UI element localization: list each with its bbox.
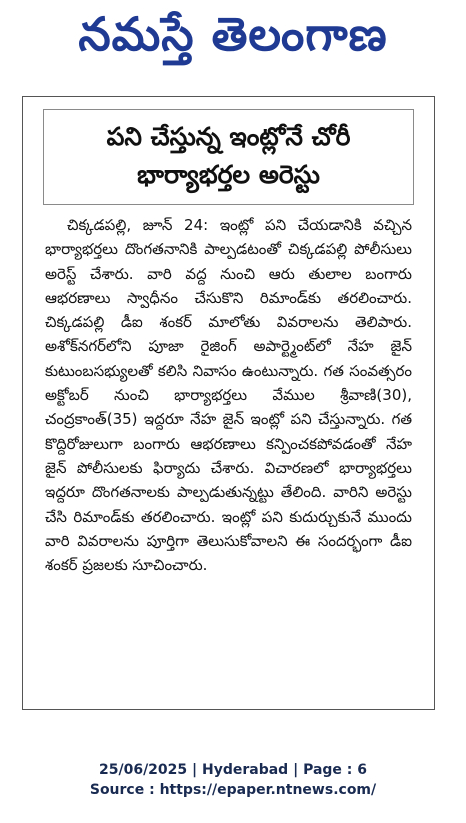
source-footer: [0, 760, 466, 800]
source-url: Source : https://epaper.ntnews.com/: [89, 782, 377, 798]
headline-box: [43, 109, 414, 205]
headline-line-2: భార్యాభర్తల అరెస్టు: [137, 160, 320, 189]
date-location-page: 25/06/2025 | Hyderabad | Page : 6: [98, 762, 368, 778]
masthead: [0, 0, 466, 80]
article-clipping: [22, 96, 435, 710]
headline-line-1: పని చేస్తున్న ఇంట్లోనే చోరీ: [106, 122, 351, 151]
article-paragraph: చిక్కడపల్లి, జూన్ 24: ఇంట్లో పని చేయడానికి వచ్చిన భార్యాభర్తలు దొంగతనానికి పాల్పడటంతో చిక్కడపల్లి పోలీసులు అరెస్ట్ చేశారు. వారి వద్ద నుంచి ఆరు తులాల బంగారు ఆభరణాలు స్వాధీనం చేసుకొని రిమాండ్‌కు తరలించారు. చిక్కడపల్లి డీఐ శంకర్ మాలోతు వివరాలను తెలిపారు. అశోక్‌నగర్‌లోని పూజా రైజింగ్ అపార్ట్మెంట్‌లో నేహ జైన్ కుటుంబసభ్యులతో కలిసి నివాసం ఉంటున్నారు. గత సంవత్సరం అక్టోబర్ నుంచి భార్యాభర్తలు వేముల శ్రీవాణి(30), చంద్రకాంత్(35) ఇద్దరూ నేహ జైన్ ఇంట్లో పని చేస్తున్నారు. గత కొద్దిరోజులుగా బంగారు ఆభరణాలు కన్పించకపోవడంతో నేహ జైన్ పోలీసులకు ఫిర్యాదు చేశారు. విచారణలో భార్యాభర్తలు ఇద్దరూ దొంగతనాలకు పాల్పడుతున్నట్టు తేలింది. వారిని అరెస్టు చేసి రిమాండ్‌కు తరలించారు. ఇంట్లో పని కుదుర్చుకునే ముందు వారి వివరాలను పూర్తిగా తెలుసుకోవాలని ఈ సందర్భంగా డీఐ శంకర్ ప్రజలకు సూచించారు.: [45, 216, 412, 575]
article-body: [45, 213, 412, 577]
newspaper-logo: నమస్తే తెలంగాణ: [78, 7, 388, 61]
